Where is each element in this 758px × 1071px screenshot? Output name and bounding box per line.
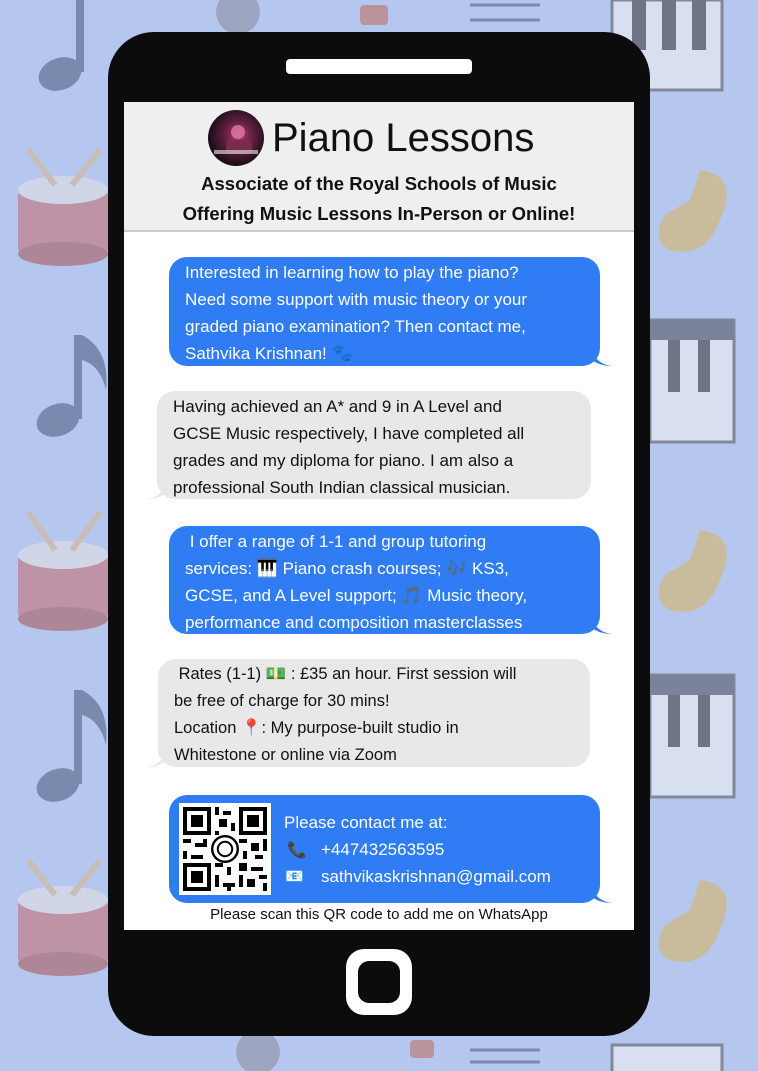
title-row xyxy=(208,110,534,166)
music-note-icon xyxy=(32,0,107,808)
message-bubble-1 xyxy=(169,257,600,366)
qr-caption: Please scan this QR code to add me on WhatsApp xyxy=(210,906,548,923)
bubble-tail-icon xyxy=(592,887,612,905)
subtitle-line-1: Associate of the Royal Schools of Music xyxy=(201,173,557,194)
message-line: Sathvika Krishnan! 🐾 xyxy=(185,344,353,363)
message-line: I offer a range of 1-1 and group tutoring xyxy=(185,532,487,551)
message-line: performance and composition masterclasses xyxy=(185,613,523,632)
message-line: Rates (1-1) 💵 : £35 an hour. First session will xyxy=(174,665,517,683)
bubble-tail-icon xyxy=(592,350,612,368)
message-line: be free of charge for 30 mins! xyxy=(174,692,390,710)
chat-header xyxy=(124,102,634,232)
message-line: professional South Indian classical musician. xyxy=(173,478,511,497)
email-link[interactable]: sathvikaskrishnan@gmail.com xyxy=(321,867,551,886)
message-line: Having achieved an A* and 9 in A Level and xyxy=(173,397,502,416)
message-line: Interested in learning how to play the piano? xyxy=(185,263,519,282)
saxophone-icon xyxy=(659,170,727,962)
subtitle-line-2: Offering Music Lessons In-Person or Online! xyxy=(182,203,576,224)
message-line: Need some support with music theory or your xyxy=(185,290,528,309)
message-line: GCSE Music respectively, I have completed all xyxy=(173,424,525,443)
phone-icon: 📞 xyxy=(287,842,307,859)
phone-speaker xyxy=(286,59,472,74)
message-line: services: 🎹 Piano crash courses; 🎶 KS3, xyxy=(185,559,509,578)
phone-number-link[interactable]: +447432563595 xyxy=(321,840,445,859)
message-line: Location 📍: My purpose-built studio in xyxy=(174,719,459,737)
page-title: Piano Lessons xyxy=(272,115,535,160)
bubble-tail-icon xyxy=(592,618,612,636)
bubble-tail-icon xyxy=(146,751,166,769)
message-line: graded piano examination? Then contact me, xyxy=(185,317,526,336)
message-bubble-4 xyxy=(158,659,590,767)
message-bubble-2 xyxy=(157,391,591,499)
drum-icon xyxy=(18,150,108,976)
contact-heading: Please contact me at: xyxy=(284,813,448,832)
avatar-photo-icon xyxy=(208,110,264,166)
message-line: Whitestone or online via Zoom xyxy=(174,746,397,764)
message-line: grades and my diploma for piano. I am also a xyxy=(173,451,514,470)
bubble-tail-icon xyxy=(146,483,166,501)
whatsapp-qr-code[interactable] xyxy=(179,803,271,895)
email-icon: 📧 xyxy=(285,868,304,885)
message-line: GCSE, and A Level support; 🎵 Music theory, xyxy=(185,586,528,605)
home-button-inner xyxy=(358,961,400,1003)
avatar[interactable] xyxy=(208,110,264,166)
qr-code-icon xyxy=(179,803,271,895)
home-button[interactable] xyxy=(346,949,412,1015)
message-bubble-3 xyxy=(169,526,600,634)
